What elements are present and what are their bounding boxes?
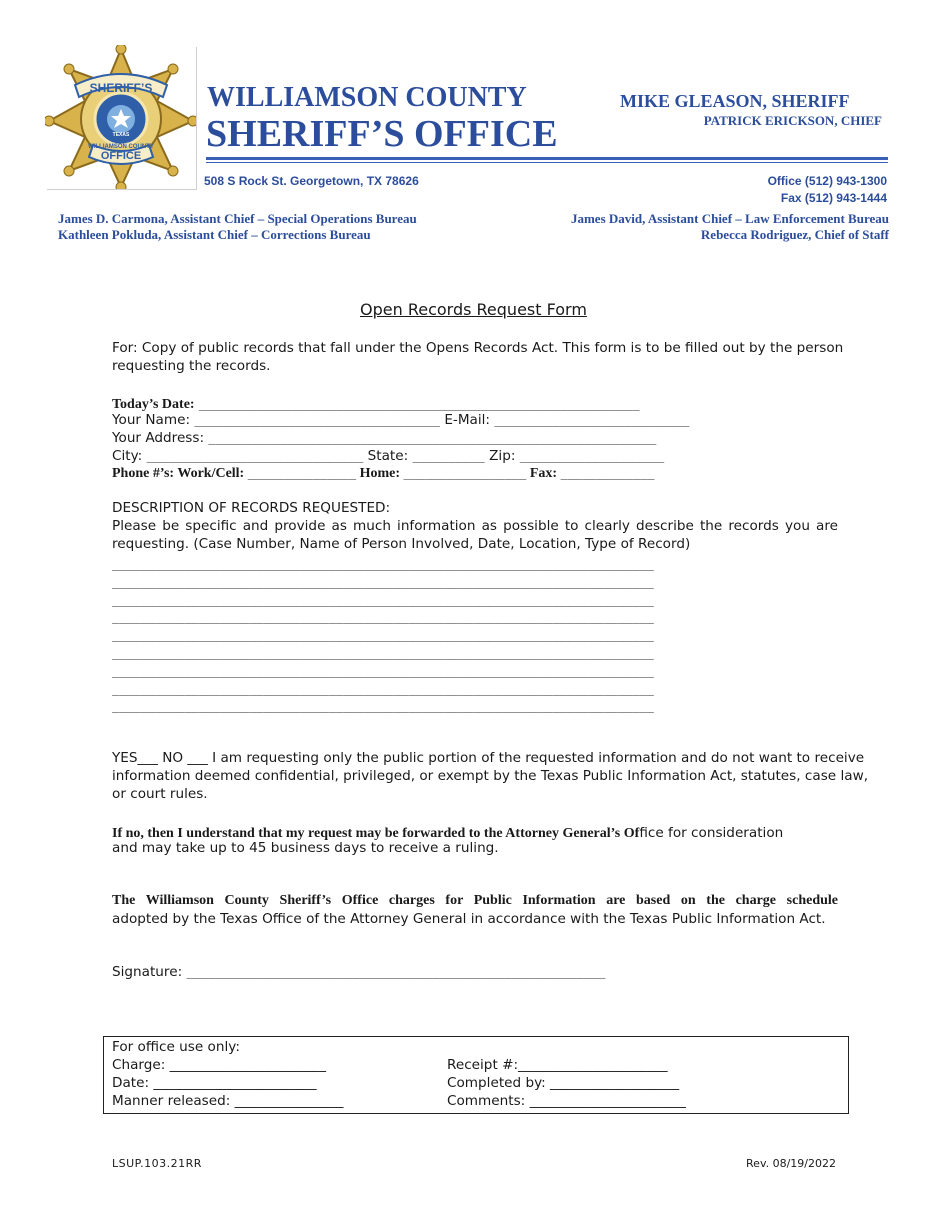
staff-left-1: James D. Carmona, Assistant Chief – Special Operations Bureau <box>58 211 417 226</box>
city-row <box>112 448 664 464</box>
office-receipt-field[interactable]: Receipt #:______________________ <box>447 1057 668 1073</box>
name-row <box>112 412 689 428</box>
revision-date: Rev. 08/19/2022 <box>746 1157 836 1170</box>
office-fax: Fax (512) 943-1444 <box>780 191 887 205</box>
phone-field[interactable]: _______________ <box>247 466 357 480</box>
signature-label: Signature: <box>112 964 183 980</box>
header-rule-thin <box>206 162 888 163</box>
staff-right-2: Rebecca Rodriguez, Chief of Staff <box>700 227 889 242</box>
office-completed-field[interactable]: Completed by: ___________________ <box>447 1075 680 1091</box>
office-manner-field[interactable]: Manner released: ________________ <box>112 1093 344 1109</box>
intro-line-1: For: Copy of public records that fall under the Opens Records Act. This form is to be filled out by the person <box>112 340 844 356</box>
header-divider-horizontal <box>47 189 197 190</box>
chief-name: PATRICK ERICKSON, CHIEF <box>703 113 882 128</box>
if-no-line-1 <box>112 822 783 842</box>
form-code: LSUP.103.21RR <box>112 1157 202 1170</box>
yes-no-line-1[interactable]: YES___ NO ___ I am requesting only the public portion of the requested information and do not want to receive <box>112 750 865 766</box>
fax-field[interactable]: _____________ <box>560 466 655 480</box>
fax-label: Fax: <box>529 466 558 481</box>
charges-line-2: adopted by the Texas Office of the Attorney General in accordance with the Texas Public Information Act. <box>112 911 826 927</box>
office-charge-field[interactable]: Charge: _______________________ <box>112 1057 327 1073</box>
office-comments-field[interactable]: Comments: _______________________ <box>447 1093 686 1109</box>
yes-no-line-2: information deemed confidential, privileged, or exempt by the Texas Public Information Act, statutes, case law, <box>112 768 869 784</box>
description-line[interactable]: ___________________________________________________________________________ <box>112 628 654 643</box>
phone-row <box>112 466 655 482</box>
header-divider-vertical <box>196 47 197 190</box>
description-line[interactable]: ___________________________________________________________________________ <box>112 610 654 625</box>
header-rule <box>206 157 888 160</box>
signature-row <box>112 964 606 980</box>
email-label: E-Mail: <box>444 412 491 428</box>
badge-text-bottom: OFFICE <box>100 150 142 162</box>
charges-line-1: The Williamson County Sheriff’s Office charges for Public Information are based on the charge schedule <box>112 893 838 908</box>
description-instructions-2: requesting. (Case Number, Name of Person Involved, Date, Location, Type of Record) <box>112 536 691 552</box>
date-row <box>112 396 640 413</box>
staff-left-2: Kathleen Pokluda, Assistant Chief – Corrections Bureau <box>58 227 371 242</box>
date-field[interactable]: _____________________________________________________________ <box>198 397 640 411</box>
description-line[interactable]: ___________________________________________________________________________ <box>112 699 654 714</box>
city-field[interactable]: ______________________________ <box>146 449 364 463</box>
office-title: SHERIFF’S OFFICE <box>206 113 558 155</box>
badge-text-center: TEXAS <box>112 132 130 138</box>
signature-field[interactable]: __________________________________________________________ <box>186 965 606 979</box>
sheriff-badge-logo <box>45 45 197 190</box>
intro-line-2: requesting the records. <box>112 358 271 374</box>
zip-field[interactable]: ____________________ <box>519 449 665 463</box>
date-label: Today’s Date: <box>112 397 195 412</box>
county-title: WILLIAMSON COUNTY <box>207 82 527 113</box>
if-no-rest: fice for consideration <box>639 825 784 841</box>
sheriff-name: MIKE GLEASON, SHERIFF <box>620 91 850 111</box>
if-no-bold: If no, then I understand that my request may be forwarded to the Attorney General’s Of <box>112 826 640 841</box>
description-lines[interactable] <box>112 556 654 716</box>
state-field[interactable]: __________ <box>412 449 485 463</box>
description-line[interactable]: ___________________________________________________________________________ <box>112 663 654 678</box>
description-line[interactable]: ___________________________________________________________________________ <box>112 681 654 696</box>
description-line[interactable]: ___________________________________________________________________________ <box>112 557 654 571</box>
address-label: Your Address: <box>112 430 205 446</box>
description-instructions-1: Please be specific and provide as much information as possible to clearly describe the records you are <box>112 518 838 534</box>
email-field[interactable]: ___________________________ <box>494 413 690 427</box>
description-heading: DESCRIPTION OF RECORDS REQUESTED: <box>112 500 391 516</box>
office-address: 508 S Rock St. Georgetown, TX 78626 <box>204 174 419 188</box>
home-label: Home: <box>359 466 401 481</box>
description-line[interactable]: ___________________________________________________________________________ <box>112 592 654 607</box>
name-field[interactable]: __________________________________ <box>194 413 440 427</box>
phone-label: Phone #’s: Work/Cell: <box>112 466 245 481</box>
description-line[interactable]: ___________________________________________________________________________ <box>112 645 654 660</box>
name-label: Your Name: <box>112 412 191 428</box>
address-field[interactable]: ______________________________________________________________ <box>208 431 657 445</box>
address-row <box>112 430 656 446</box>
zip-label: Zip: <box>489 448 516 464</box>
description-line[interactable]: ___________________________________________________________________________ <box>112 574 654 589</box>
badge-text-top: SHERIFF’S <box>89 81 153 95</box>
staff-right-1: James David, Assistant Chief – Law Enforcement Bureau <box>570 211 889 226</box>
home-field[interactable]: _________________ <box>403 466 527 480</box>
form-title: Open Records Request Form <box>360 300 587 319</box>
city-label: City: <box>112 448 143 464</box>
office-date-field[interactable]: Date: ________________________ <box>112 1075 317 1091</box>
office-phone: Office (512) 943-1300 <box>767 174 887 188</box>
if-no-line-2: and may take up to 45 business days to receive a ruling. <box>112 840 499 856</box>
badge-text-ring: WILLIAMSON COUNTY <box>88 144 154 150</box>
state-label: State: <box>367 448 409 464</box>
yes-no-line-3: or court rules. <box>112 786 208 802</box>
office-use-heading: For office use only: <box>112 1039 240 1055</box>
